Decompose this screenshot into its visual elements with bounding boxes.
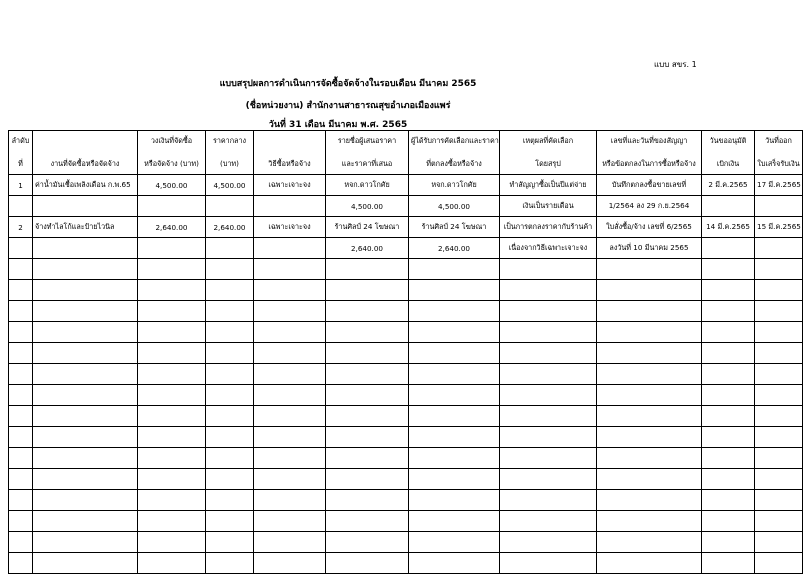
table-cell: [755, 553, 803, 574]
table-cell: [33, 196, 138, 217]
table-cell: [33, 322, 138, 343]
table-row: [9, 280, 803, 301]
table-cell: [138, 364, 206, 385]
table-cell: [755, 469, 803, 490]
table-cell: [409, 553, 500, 574]
table-cell: [254, 406, 326, 427]
table-cell: [254, 553, 326, 574]
table-cell: [597, 427, 702, 448]
table-cell: [33, 385, 138, 406]
column-header-line2: งานที่จัดซื้อหรือจัดจ้าง: [50, 158, 120, 168]
table-row: [9, 532, 803, 553]
table-cell: 1: [9, 175, 33, 196]
table-cell: [326, 364, 409, 385]
table-cell: [9, 259, 33, 280]
table-cell: [326, 385, 409, 406]
table-cell: [9, 511, 33, 532]
table-cell: [33, 469, 138, 490]
table-row: [9, 385, 803, 406]
table-cell: [138, 490, 206, 511]
table-cell: [326, 343, 409, 364]
table-cell: [702, 553, 755, 574]
table-cell: [409, 469, 500, 490]
table-cell: [500, 532, 597, 553]
table-cell: 14 มี.ค.2565: [702, 217, 755, 238]
table-cell: [254, 322, 326, 343]
table-cell: [138, 469, 206, 490]
table-cell: ทำสัญญาซื้อเป็นปีแต่จ่าย: [500, 175, 597, 196]
table-cell: [206, 469, 254, 490]
column-header: [254, 131, 326, 175]
table-cell: [9, 427, 33, 448]
table-cell: [254, 385, 326, 406]
table-cell: [138, 385, 206, 406]
table-cell: [254, 343, 326, 364]
table-cell: [702, 343, 755, 364]
table-cell: 2,640.00: [326, 238, 409, 259]
table-cell: [500, 406, 597, 427]
table-cell: [755, 364, 803, 385]
table-cell: [206, 532, 254, 553]
table-cell: [755, 406, 803, 427]
table-cell: [33, 259, 138, 280]
table-cell: [597, 406, 702, 427]
report-title: แบบสรุปผลการดำเนินการจัดซื้อจัดจ้างในรอบเดือน มีนาคม 2565: [219, 79, 477, 89]
table-cell: [33, 364, 138, 385]
table-cell: [326, 532, 409, 553]
table-cell: [597, 259, 702, 280]
table-cell: [409, 385, 500, 406]
agency-name: (ชื่อหน่วยงาน) สำนักงานสาธารณสุขอำเภอเมืองแพร่: [245, 101, 451, 111]
table-cell: [138, 259, 206, 280]
table-cell: [500, 343, 597, 364]
column-header: [597, 131, 702, 175]
table-cell: [500, 322, 597, 343]
table-cell: [138, 532, 206, 553]
table-row: [9, 490, 803, 511]
table-cell: [138, 196, 206, 217]
column-header: [326, 131, 409, 175]
table-cell: หจก.ดาวโกศัย: [409, 175, 500, 196]
table-row: [9, 469, 803, 490]
table-cell: [254, 448, 326, 469]
table-cell: [326, 469, 409, 490]
table-cell: [138, 301, 206, 322]
column-header: [9, 131, 33, 175]
table-cell: [254, 196, 326, 217]
table-cell: [33, 406, 138, 427]
column-header-line2: หรือจัดจ้าง (บาท): [144, 158, 199, 168]
table-cell: [206, 490, 254, 511]
column-header-line2: วิธีซื้อหรือจ้าง: [268, 158, 311, 168]
table-cell: [206, 364, 254, 385]
table-cell: [409, 322, 500, 343]
table-cell: 4,500.00: [206, 175, 254, 196]
table-cell: บันทึกตกลงซื้อขายเลขที่: [597, 175, 702, 196]
table-cell: ลงวันที่ 10 มีนาคม 2565: [597, 238, 702, 259]
table-cell: [409, 343, 500, 364]
column-header-line1: วันขออนุมัติ: [709, 135, 747, 145]
report-date: วันที่ 31 เดือน มีนาคม พ.ศ. 2565: [268, 120, 408, 130]
table-cell: [500, 553, 597, 574]
table-cell: [9, 490, 33, 511]
column-header-line1: วันที่ออก: [765, 135, 792, 145]
table-cell: [409, 490, 500, 511]
column-header-line2: หรือข้อตกลงในการซื้อหรือจ้าง: [602, 158, 696, 168]
table-cell: [597, 322, 702, 343]
table-cell: [33, 427, 138, 448]
table-cell: 2 มี.ค.2565: [702, 175, 755, 196]
table-cell: [9, 238, 33, 259]
table-cell: [33, 553, 138, 574]
table-cell: [702, 238, 755, 259]
column-header-line1: รายชื่อผู้เสนอราคา: [337, 135, 397, 145]
table-cell: [409, 301, 500, 322]
table-cell: [702, 490, 755, 511]
table-cell: เงินเป็นรายเดือน: [500, 196, 597, 217]
table-cell: [597, 553, 702, 574]
table-cell: [702, 406, 755, 427]
table-cell: 2,640.00: [138, 217, 206, 238]
table-cell: [9, 196, 33, 217]
table-cell: [409, 448, 500, 469]
table-cell: [755, 448, 803, 469]
table-cell: [138, 322, 206, 343]
table-cell: [702, 322, 755, 343]
table-cell: 4,500.00: [138, 175, 206, 196]
table-cell: [597, 448, 702, 469]
table-cell: [33, 532, 138, 553]
table-cell: [138, 343, 206, 364]
table-cell: [597, 532, 702, 553]
table-cell: [33, 301, 138, 322]
table-cell: [326, 322, 409, 343]
table-cell: [702, 196, 755, 217]
table-cell: [702, 532, 755, 553]
table-cell: [500, 280, 597, 301]
column-header-line1: ผู้ได้รับการคัดเลือกและราคา: [411, 135, 499, 145]
table-cell: 4,500.00: [409, 196, 500, 217]
table-cell: [206, 238, 254, 259]
table-cell: [206, 427, 254, 448]
table-row: [9, 301, 803, 322]
table-row: [9, 175, 803, 196]
table-cell: หจก.ดาวโกศัย: [326, 175, 409, 196]
table-cell: [755, 490, 803, 511]
table-cell: [138, 406, 206, 427]
table-cell: [206, 196, 254, 217]
column-header-line1: ราคากลาง: [212, 135, 247, 145]
table-cell: [138, 511, 206, 532]
column-header: [702, 131, 755, 175]
table-cell: [206, 280, 254, 301]
table-cell: [500, 385, 597, 406]
table-cell: [254, 364, 326, 385]
table-row: [9, 322, 803, 343]
table-cell: [500, 511, 597, 532]
table-cell: [9, 301, 33, 322]
table-cell: [254, 532, 326, 553]
table-cell: [254, 490, 326, 511]
table-cell: [755, 511, 803, 532]
table-cell: [702, 469, 755, 490]
table-cell: [9, 280, 33, 301]
table-cell: 17 มี.ค.2565: [755, 175, 803, 196]
table-cell: [702, 448, 755, 469]
table-cell: [9, 322, 33, 343]
table-cell: [597, 364, 702, 385]
table-cell: [409, 427, 500, 448]
column-header: [755, 131, 803, 175]
table-cell: [597, 469, 702, 490]
procurement-table: [8, 130, 803, 574]
table-cell: 15 มี.ค.2565: [755, 217, 803, 238]
table-cell: [33, 238, 138, 259]
column-header: [409, 131, 500, 175]
table-cell: [138, 448, 206, 469]
table-cell: [597, 280, 702, 301]
table-cell: [500, 301, 597, 322]
column-header: [138, 131, 206, 175]
column-header-line2: โดยสรุป: [535, 158, 561, 168]
table-cell: [206, 448, 254, 469]
table-cell: [702, 364, 755, 385]
table-cell: [755, 322, 803, 343]
table-cell: [9, 406, 33, 427]
table-row: [9, 238, 803, 259]
table-cell: [206, 301, 254, 322]
table-cell: ร้านศิลป์ 24 โฆษณา: [326, 217, 409, 238]
table-row: [9, 406, 803, 427]
table-cell: 1/2564 ลง 29 ก.ย.2564: [597, 196, 702, 217]
table-cell: 2: [9, 217, 33, 238]
column-header-line2: (บาท): [220, 158, 239, 168]
column-header: [206, 131, 254, 175]
table-cell: [702, 511, 755, 532]
table-cell: [33, 343, 138, 364]
table-row: [9, 217, 803, 238]
table-cell: เฉพาะเจาะจง: [254, 175, 326, 196]
column-header-line1: เลขที่และวันที่ของสัญญา: [610, 135, 688, 145]
table-cell: เฉพาะเจาะจง: [254, 217, 326, 238]
table-cell: [326, 301, 409, 322]
table-row: [9, 553, 803, 574]
table-cell: [755, 343, 803, 364]
table-cell: [33, 490, 138, 511]
table-cell: [326, 406, 409, 427]
table-cell: ร้านศิลป์ 24 โฆษณา: [409, 217, 500, 238]
form-code: แบบ สขร. 1: [654, 60, 697, 69]
table-cell: [702, 259, 755, 280]
table-cell: [254, 259, 326, 280]
table-cell: [138, 280, 206, 301]
table-cell: [597, 490, 702, 511]
table-cell: [254, 280, 326, 301]
table-cell: [326, 427, 409, 448]
column-header-line2: เบิกเงิน: [716, 158, 740, 168]
table-cell: 2,640.00: [409, 238, 500, 259]
table-cell: [500, 364, 597, 385]
table-row: [9, 448, 803, 469]
table-cell: [254, 427, 326, 448]
table-cell: [254, 469, 326, 490]
table-cell: [33, 280, 138, 301]
table-row: [9, 511, 803, 532]
table-cell: [9, 364, 33, 385]
table-cell: [702, 385, 755, 406]
table-cell: [409, 511, 500, 532]
table-cell: [755, 238, 803, 259]
table-cell: [206, 385, 254, 406]
table-cell: [9, 448, 33, 469]
column-header-line2: ใบเสร็จรับเงิน: [757, 158, 800, 168]
table-cell: 4,500.00: [326, 196, 409, 217]
table-cell: [755, 301, 803, 322]
table-cell: [755, 385, 803, 406]
table-cell: [326, 553, 409, 574]
table-cell: [597, 301, 702, 322]
table-cell: [138, 427, 206, 448]
table-cell: [9, 469, 33, 490]
table-cell: [755, 196, 803, 217]
table-row: [9, 343, 803, 364]
column-header-line1: ลำดับ: [11, 135, 30, 145]
table-cell: [597, 385, 702, 406]
table-cell: [500, 448, 597, 469]
table-cell: [9, 553, 33, 574]
table-cell: [33, 448, 138, 469]
table-cell: [138, 553, 206, 574]
table-cell: [9, 532, 33, 553]
table-cell: [326, 259, 409, 280]
column-header: [500, 131, 597, 175]
table-cell: [409, 532, 500, 553]
table-cell: [9, 385, 33, 406]
table-cell: [206, 553, 254, 574]
table-cell: [9, 343, 33, 364]
table-cell: [206, 259, 254, 280]
table-cell: [254, 301, 326, 322]
table-cell: [254, 511, 326, 532]
table-row: [9, 196, 803, 217]
table-cell: [206, 322, 254, 343]
column-header: [33, 131, 138, 175]
table-cell: 2,640.00: [206, 217, 254, 238]
table-cell: ค่าน้ำมันเชื้อเพลิงเดือน ก.พ.65: [33, 175, 138, 196]
table-cell: [702, 427, 755, 448]
column-header-line2: และราคาที่เสนอ: [341, 158, 393, 168]
table-header-row: [9, 131, 803, 175]
table-cell: [755, 280, 803, 301]
column-header-line1: เหตุผลที่คัดเลือก: [522, 135, 574, 145]
table-cell: จ้างทำไลโก้และป้ายไวนิล: [33, 217, 138, 238]
table-cell: [755, 532, 803, 553]
column-header-line1: วงเงินที่จัดซื้อ: [150, 135, 193, 145]
table-cell: [597, 343, 702, 364]
table-cell: [326, 280, 409, 301]
table-cell: [500, 490, 597, 511]
table-row: [9, 364, 803, 385]
table-cell: [33, 511, 138, 532]
table-cell: [138, 238, 206, 259]
table-cell: [755, 427, 803, 448]
table-cell: [409, 280, 500, 301]
table-cell: [206, 343, 254, 364]
table-cell: [206, 511, 254, 532]
table-cell: [500, 427, 597, 448]
table-cell: [597, 511, 702, 532]
table-cell: [326, 511, 409, 532]
table-row: [9, 427, 803, 448]
table-cell: [702, 280, 755, 301]
table-cell: [409, 259, 500, 280]
table-cell: [409, 406, 500, 427]
table-cell: [326, 448, 409, 469]
column-header-line2: ที่ตกลงซื้อหรือจ้าง: [426, 158, 482, 168]
table-cell: [326, 490, 409, 511]
table-cell: เนื่องจากวิธีเฉพาะเจาะจง: [500, 238, 597, 259]
column-header-line2: ที่: [18, 158, 23, 168]
table-cell: [206, 406, 254, 427]
table-cell: [254, 238, 326, 259]
table-cell: [702, 301, 755, 322]
table-row: [9, 259, 803, 280]
table-cell: เป็นการตกลงราคากับร้านค้า: [500, 217, 597, 238]
table-cell: [755, 259, 803, 280]
table-cell: [409, 364, 500, 385]
table-cell: ใบสั่งซื้อ/จ้าง เลขที่ 6/2565: [597, 217, 702, 238]
table-cell: [500, 259, 597, 280]
table-cell: [500, 469, 597, 490]
